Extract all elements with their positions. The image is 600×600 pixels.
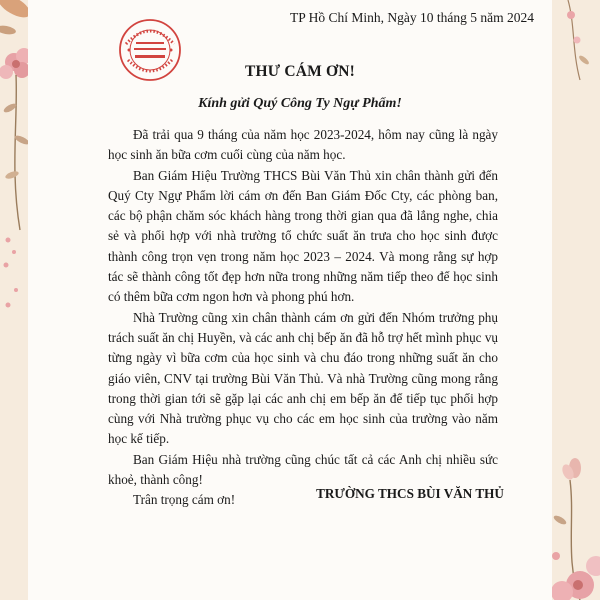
letter-title: THƯ CÁM ƠN!	[244, 63, 356, 80]
letter-body	[108, 125, 498, 511]
letter-paragraph: Đã trải qua 9 tháng của năm học 2023-2024, hôm nay cũng là ngày học sinh ăn bữa cơm cuối cùng của năm học.	[108, 127, 498, 163]
letter-greeting: Kính gửi Quý Công Ty Ngự Phẩm!	[198, 96, 402, 111]
letter-date-line: TP Hồ Chí Minh, Ngày 10 tháng 5 năm 2024	[290, 10, 534, 25]
letter-paragraph: Ban Giám Hiệu Trường THCS Bùi Văn Thủ xin chân thành gửi đến Quý Cty Ngự Phẩm lời cám ơn đến Ban Giám Đốc Cty, các phòng ban, các bộ phận chăm sóc khách hàng trong thời gian qua đã lắng nghe, chia sẻ và phối hợp với nhà trường tổ chức suất ăn trưa cho học sinh được thành công trọn vẹn trong năm học 2023 – 2024. Và mong rằng sự hợp tác sẽ thành công tốt đẹp hơn nữa trong những năm tiếp theo để học sinh có thêm bữa cơm ngon hơn và phong phú hơn.	[108, 167, 498, 305]
letter-signoff: TRƯỜNG THCS BÙI VĂN THỦ	[316, 486, 504, 501]
letter-paragraph: Ban Giám Hiệu nhà trường cũng chúc tất cả các Anh chị nhiều sức khoẻ, thành công!	[108, 451, 498, 488]
letter-paragraph: Nhà Trường cũng xin chân thành cám ơn gửi đến Nhóm trưởng phụ trách suất ăn chị Huyền, và các anh chị bếp ăn đã hỗ trợ hết mình phục vụ từng ngày vì bữa cơm của học sinh và chu đáo trong những suất ăn cho giáo viên, CNV tại trường Bùi Văn Thủ. Và nhà Trường cũng mong rằng trong thời gian tới sẽ gặp lại các anh chị em bếp ăn để tiếp tục phối hợp cùng với Nhà trường phục vụ cho các em học sinh của trường vào năm học kế tiếp.	[108, 309, 499, 447]
letter-paragraph: Trân trọng cám ơn!	[133, 492, 236, 508]
